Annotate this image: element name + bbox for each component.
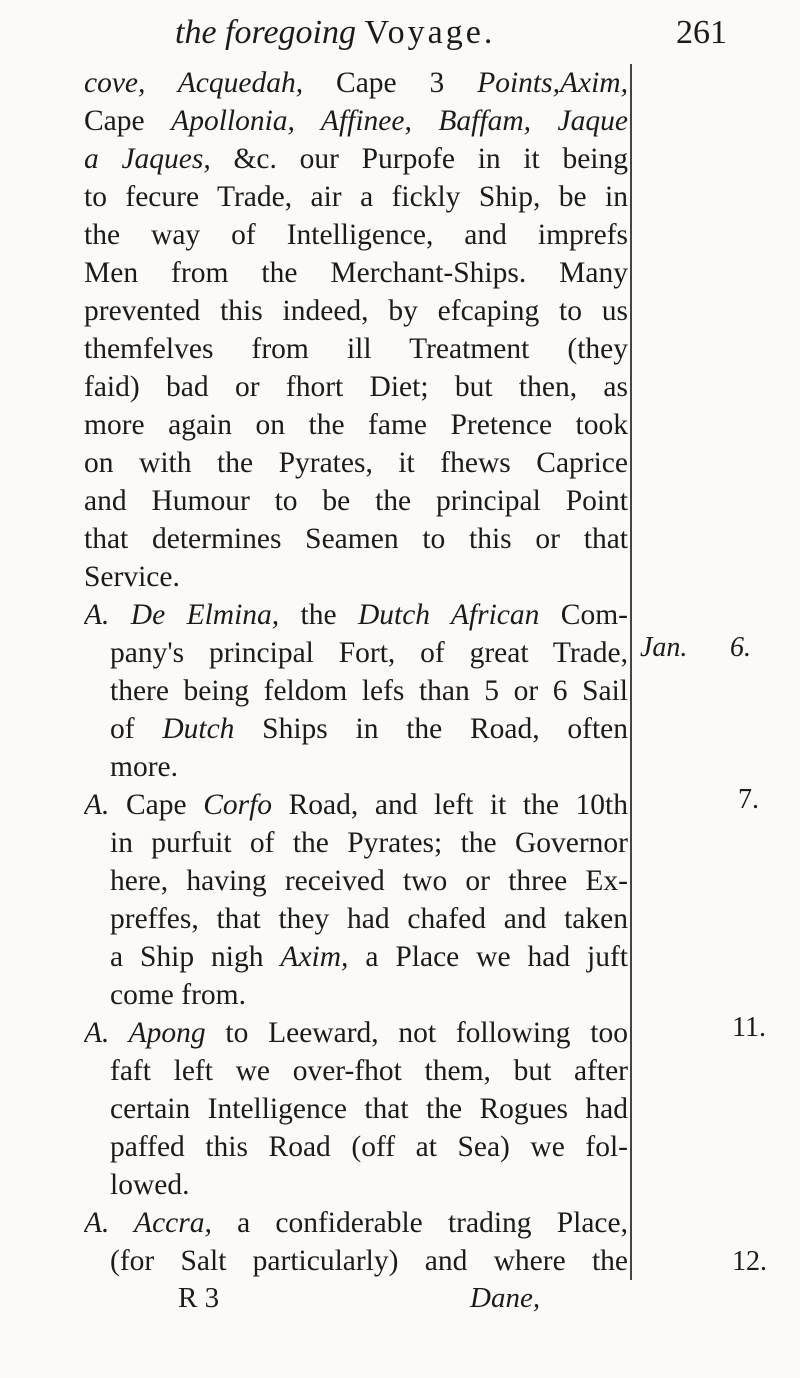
text-run: cove, Acquedah, — [84, 67, 304, 99]
signature-mark: R 3 — [178, 1282, 220, 1314]
text-line — [84, 710, 628, 748]
body-text — [84, 64, 632, 1280]
text-run: Cape 3 — [303, 67, 478, 99]
header-title-caps: Voyage. — [364, 14, 496, 51]
text-run: A. Apong — [84, 1017, 206, 1049]
margin-date-month: Jan. — [640, 632, 688, 663]
text-run: Axim, — [280, 941, 349, 973]
text-run: a Ship nigh — [110, 941, 281, 973]
text-line — [84, 634, 628, 672]
text-run: of — [110, 713, 163, 745]
text-run: A. — [84, 789, 110, 821]
text-run: the — [279, 599, 358, 631]
text-line — [84, 406, 628, 444]
text-line — [84, 1242, 628, 1280]
text-line — [84, 900, 628, 938]
text-run: that determines Seamen to this or that — [84, 523, 628, 555]
text-run: a Jaques, — [84, 143, 211, 175]
text-line — [84, 102, 628, 140]
text-run: lowed. — [110, 1169, 190, 1201]
text-run: Road, and left it the 10th — [272, 789, 628, 821]
header-title-italic: the foregoing — [175, 14, 356, 51]
text-run: to fecure Trade, air a fickly Ship, be in — [84, 181, 628, 213]
text-run: Apollonia, Affinee, Baffam, Jaque — [171, 105, 628, 137]
text-line — [84, 520, 628, 558]
margin-date-12: 12. — [732, 1246, 767, 1277]
text-line — [84, 330, 628, 368]
margin-date-6: 6. — [730, 632, 751, 663]
text-run: Corfo — [203, 789, 273, 821]
text-line — [84, 748, 628, 786]
text-run: Dutch African — [357, 599, 540, 631]
text-line — [84, 178, 628, 216]
text-run: prevented this indeed, by efcaping to us — [84, 295, 628, 327]
running-header — [175, 14, 495, 52]
page-number: 261 — [676, 14, 727, 51]
text-run: &c. our Purpofe in it being — [210, 143, 628, 175]
text-line — [84, 596, 628, 634]
text-line — [84, 1090, 628, 1128]
text-run: a confiderable trading Place, — [211, 1207, 628, 1239]
text-run: Cape — [109, 789, 204, 821]
margin-date-11: 11. — [732, 1012, 766, 1043]
text-line — [84, 64, 628, 102]
text-run: more again on the fame Pretence took — [84, 409, 628, 441]
text-line — [84, 1052, 628, 1090]
text-run: in purfuit of the Pyrates; the Governor — [110, 827, 628, 859]
catchword: Dane, — [470, 1282, 541, 1314]
text-line — [84, 976, 628, 1014]
text-line — [84, 558, 628, 596]
text-run: faft left we over-fhot them, but after — [110, 1055, 628, 1087]
text-run: and Humour to be the principal Point — [84, 485, 628, 517]
text-line — [84, 824, 628, 862]
text-run: paffed this Road (off at Sea) we fol- — [110, 1131, 628, 1163]
text-run: themfelves from ill Treatment (they — [84, 333, 628, 365]
text-line — [84, 254, 628, 292]
text-run: pany's principal Fort, of great Trade, — [110, 637, 628, 669]
margin-date-7: 7. — [738, 784, 759, 815]
text-run: A. De Elmina, — [84, 599, 280, 631]
text-line — [84, 368, 628, 406]
text-line — [84, 1166, 628, 1204]
text-run: faid) bad or fhort Diet; but then, as — [84, 371, 628, 403]
text-run: a Place we had juft — [348, 941, 628, 973]
text-run: certain Intelligence that the Rogues had — [110, 1093, 628, 1125]
text-run: Ships in the Road, often — [234, 713, 628, 745]
text-run: A. Accra, — [84, 1207, 212, 1239]
text-run: there being feldom lefs than 5 or 6 Sail — [110, 675, 628, 707]
text-run: here, having received two or three Ex- — [110, 865, 628, 897]
text-line — [84, 862, 628, 900]
text-line — [84, 672, 628, 710]
text-line — [84, 292, 628, 330]
text-run: more. — [110, 751, 178, 783]
text-run: Men from the Merchant-Ships. Many — [84, 257, 628, 289]
text-line — [84, 1014, 628, 1052]
text-run: to Leeward, not following too — [205, 1017, 628, 1049]
text-run: Cape — [84, 105, 172, 137]
text-run: come from. — [110, 979, 246, 1011]
text-line — [84, 938, 628, 976]
text-line — [84, 444, 628, 482]
text-line — [84, 1128, 628, 1166]
text-line — [84, 786, 628, 824]
text-run: (for Salt particularly) and where the — [110, 1245, 628, 1277]
text-run: Com- — [539, 599, 628, 631]
text-run: the way of Intelligence, and imprefs — [84, 219, 628, 251]
text-line — [84, 216, 628, 254]
text-run: Dutch — [162, 713, 235, 745]
text-run: on with the Pyrates, it fhews Caprice — [84, 447, 628, 479]
text-line — [84, 482, 628, 520]
text-run: Service. — [84, 561, 180, 593]
text-line — [84, 140, 628, 178]
text-run: preffes, that they had chafed and taken — [110, 903, 628, 935]
text-run: Points,Axim, — [477, 67, 628, 99]
text-line — [84, 1204, 628, 1242]
